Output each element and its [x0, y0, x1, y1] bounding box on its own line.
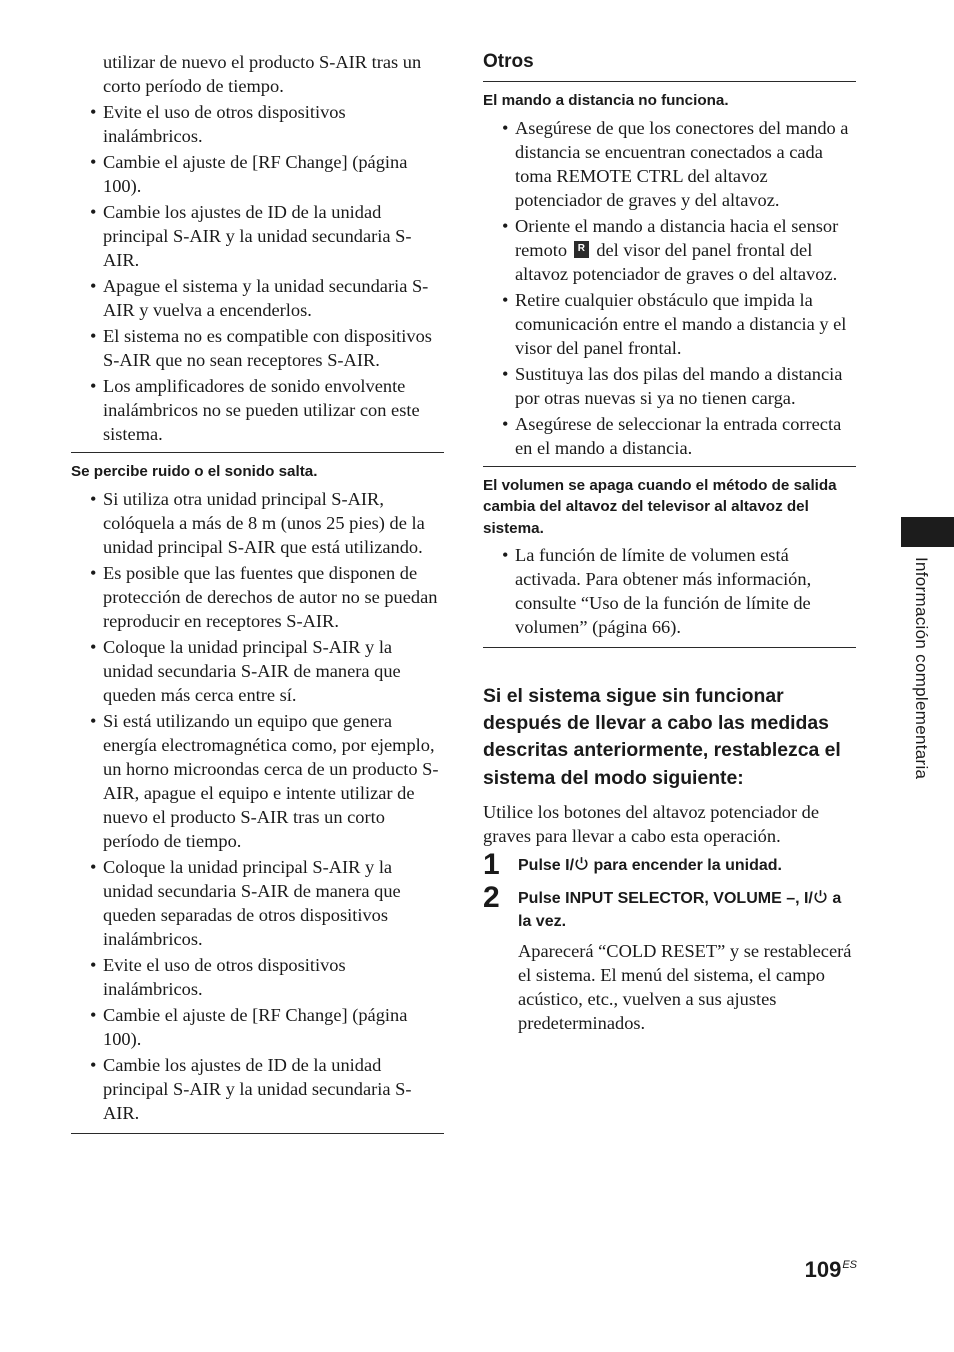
remote-sensor-icon	[574, 241, 589, 258]
right-column	[483, 50, 856, 1035]
list-item: • La función de límite de volumen está activada. Para obtener más información, consulte “Uso de la función de límite de volumen” (página 66).	[483, 543, 856, 639]
list-item: • Si está utilizando un equipo que genera energía electromagnética como, por ejemplo, un horno microondas cerca de un producto S-AIR, apague el equipo e intente utilizar de nuevo el producto S-AIR tras un corto período de tiempo.	[71, 709, 444, 853]
list-item: • Asegúrese de seleccionar la entrada correcta en el mando a distancia.	[483, 412, 856, 460]
list-item: • Evite el uso de otros dispositivos inalámbricos.	[71, 953, 444, 1001]
list-item: • Apague el sistema y la unidad secundaria S-AIR y vuelva a encenderlos.	[71, 274, 444, 322]
step-result: Aparecerá “COLD RESET” y se restablecerá el sistema. El menú del sistema, el campo acústico, etc., vuelven a sus ajustes predeterminados.	[518, 940, 852, 1033]
side-tab-marker	[901, 517, 954, 547]
noise-bullet-list	[71, 487, 444, 1125]
reset-section	[483, 683, 856, 1035]
volume-heading: El volumen se apaga cuando el método de salida cambia del altavoz del televisor al altavoz del sistema.	[483, 466, 856, 540]
reset-intro: Utilice los botones del altavoz potenciador de graves para llevar a cabo esta operación.	[483, 801, 820, 846]
page-language-suffix: ES	[842, 1259, 857, 1271]
list-item: • El sistema no es compatible con dispositivos S-AIR que no sean receptores S-AIR.	[71, 324, 444, 372]
side-tab-label: Información complementaria	[912, 557, 931, 780]
list-item: • Asegúrese de que los conectores del mando a distancia se encuentran conectados a cada toma REMOTE CTRL del altavoz potenciador de graves y del altavoz.	[483, 116, 856, 212]
step-number: 1	[483, 847, 500, 881]
volume-section	[483, 466, 856, 649]
sensor-text-before: Oriente el mando a distancia hacia el sensor remoto	[515, 215, 839, 260]
section-divider	[71, 1133, 444, 1134]
intro-bullet-list	[71, 100, 444, 446]
remote-section	[483, 81, 856, 460]
sensor-text-after: del visor del panel frontal del altavoz potenciador de graves o del altavoz.	[515, 239, 838, 284]
noise-section	[71, 452, 444, 1134]
step-instruction: Pulse INPUT SELECTOR, VOLUME –, I/ a la vez.	[518, 889, 842, 930]
list-item: • Cambie los ajustes de ID de la unidad principal S-AIR y la unidad secundaria S-AIR.	[71, 1053, 444, 1125]
step-1	[483, 847, 856, 881]
intro-continuation: utilizar de nuevo el producto S-AIR tras un corto período de tiempo.	[103, 52, 422, 96]
list-item: • Coloque la unidad principal S-AIR y la unidad secundaria S-AIR de manera que queden más cerca entre sí.	[71, 635, 444, 707]
list-item: • Retire cualquier obstáculo que impida la comunicación entre el mando a distancia y el visor del panel frontal.	[483, 288, 856, 360]
step-number: 2	[483, 880, 500, 914]
remote-heading: El mando a distancia no funciona.	[483, 81, 856, 112]
list-item: • Si utiliza otra unidad principal S-AIR, colóquela a más de 8 m (unos 25 pies) de la unidad principal S-AIR que está utilizando.	[71, 487, 444, 559]
list-item: • Es posible que las fuentes que disponen de protección de derechos de autor no se puedan reproducir en receptores S-AIR.	[71, 561, 444, 633]
section-title-otros: Otros	[483, 51, 534, 72]
reset-title: Si el sistema sigue sin funcionar después de llevar a cabo las medidas descritas anteriormente, restablezca el sistema del modo siguiente:	[483, 685, 841, 789]
page-number: $109^{ES}$	[804, 1257, 857, 1282]
left-column	[71, 50, 444, 1134]
section-divider	[483, 647, 856, 648]
list-item: • Coloque la unidad principal S-AIR y la unidad secundaria S-AIR de manera que queden separadas de otros dispositivos inalámbricos.	[71, 855, 444, 951]
step-2	[483, 880, 856, 1035]
power-icon	[574, 856, 589, 871]
list-item: • Evite el uso de otros dispositivos inalámbricos.	[71, 100, 444, 148]
list-item: • Sustituya las dos pilas del mando a distancia por otras nuevas si ya no tienen carga.	[483, 362, 856, 410]
volume-bullet-list	[483, 543, 856, 639]
power-icon	[813, 889, 828, 904]
list-item: • Cambie el ajuste de [RF Change] (página 100).	[71, 1003, 444, 1051]
list-item: • Cambie el ajuste de [RF Change] (página 100).	[71, 150, 444, 198]
list-item	[483, 214, 856, 286]
list-item: • Los amplificadores de sonido envolvente inalámbricos no se pueden utilizar con este sistema.	[71, 374, 444, 446]
step-instruction: Pulse I/ para encender la unidad.	[518, 856, 782, 874]
remote-bullet-list	[483, 116, 856, 460]
noise-heading: Se percibe ruido o el sonido salta.	[71, 452, 444, 483]
list-item: • Cambie los ajustes de ID de la unidad principal S-AIR y la unidad secundaria S-AIR.	[71, 200, 444, 272]
